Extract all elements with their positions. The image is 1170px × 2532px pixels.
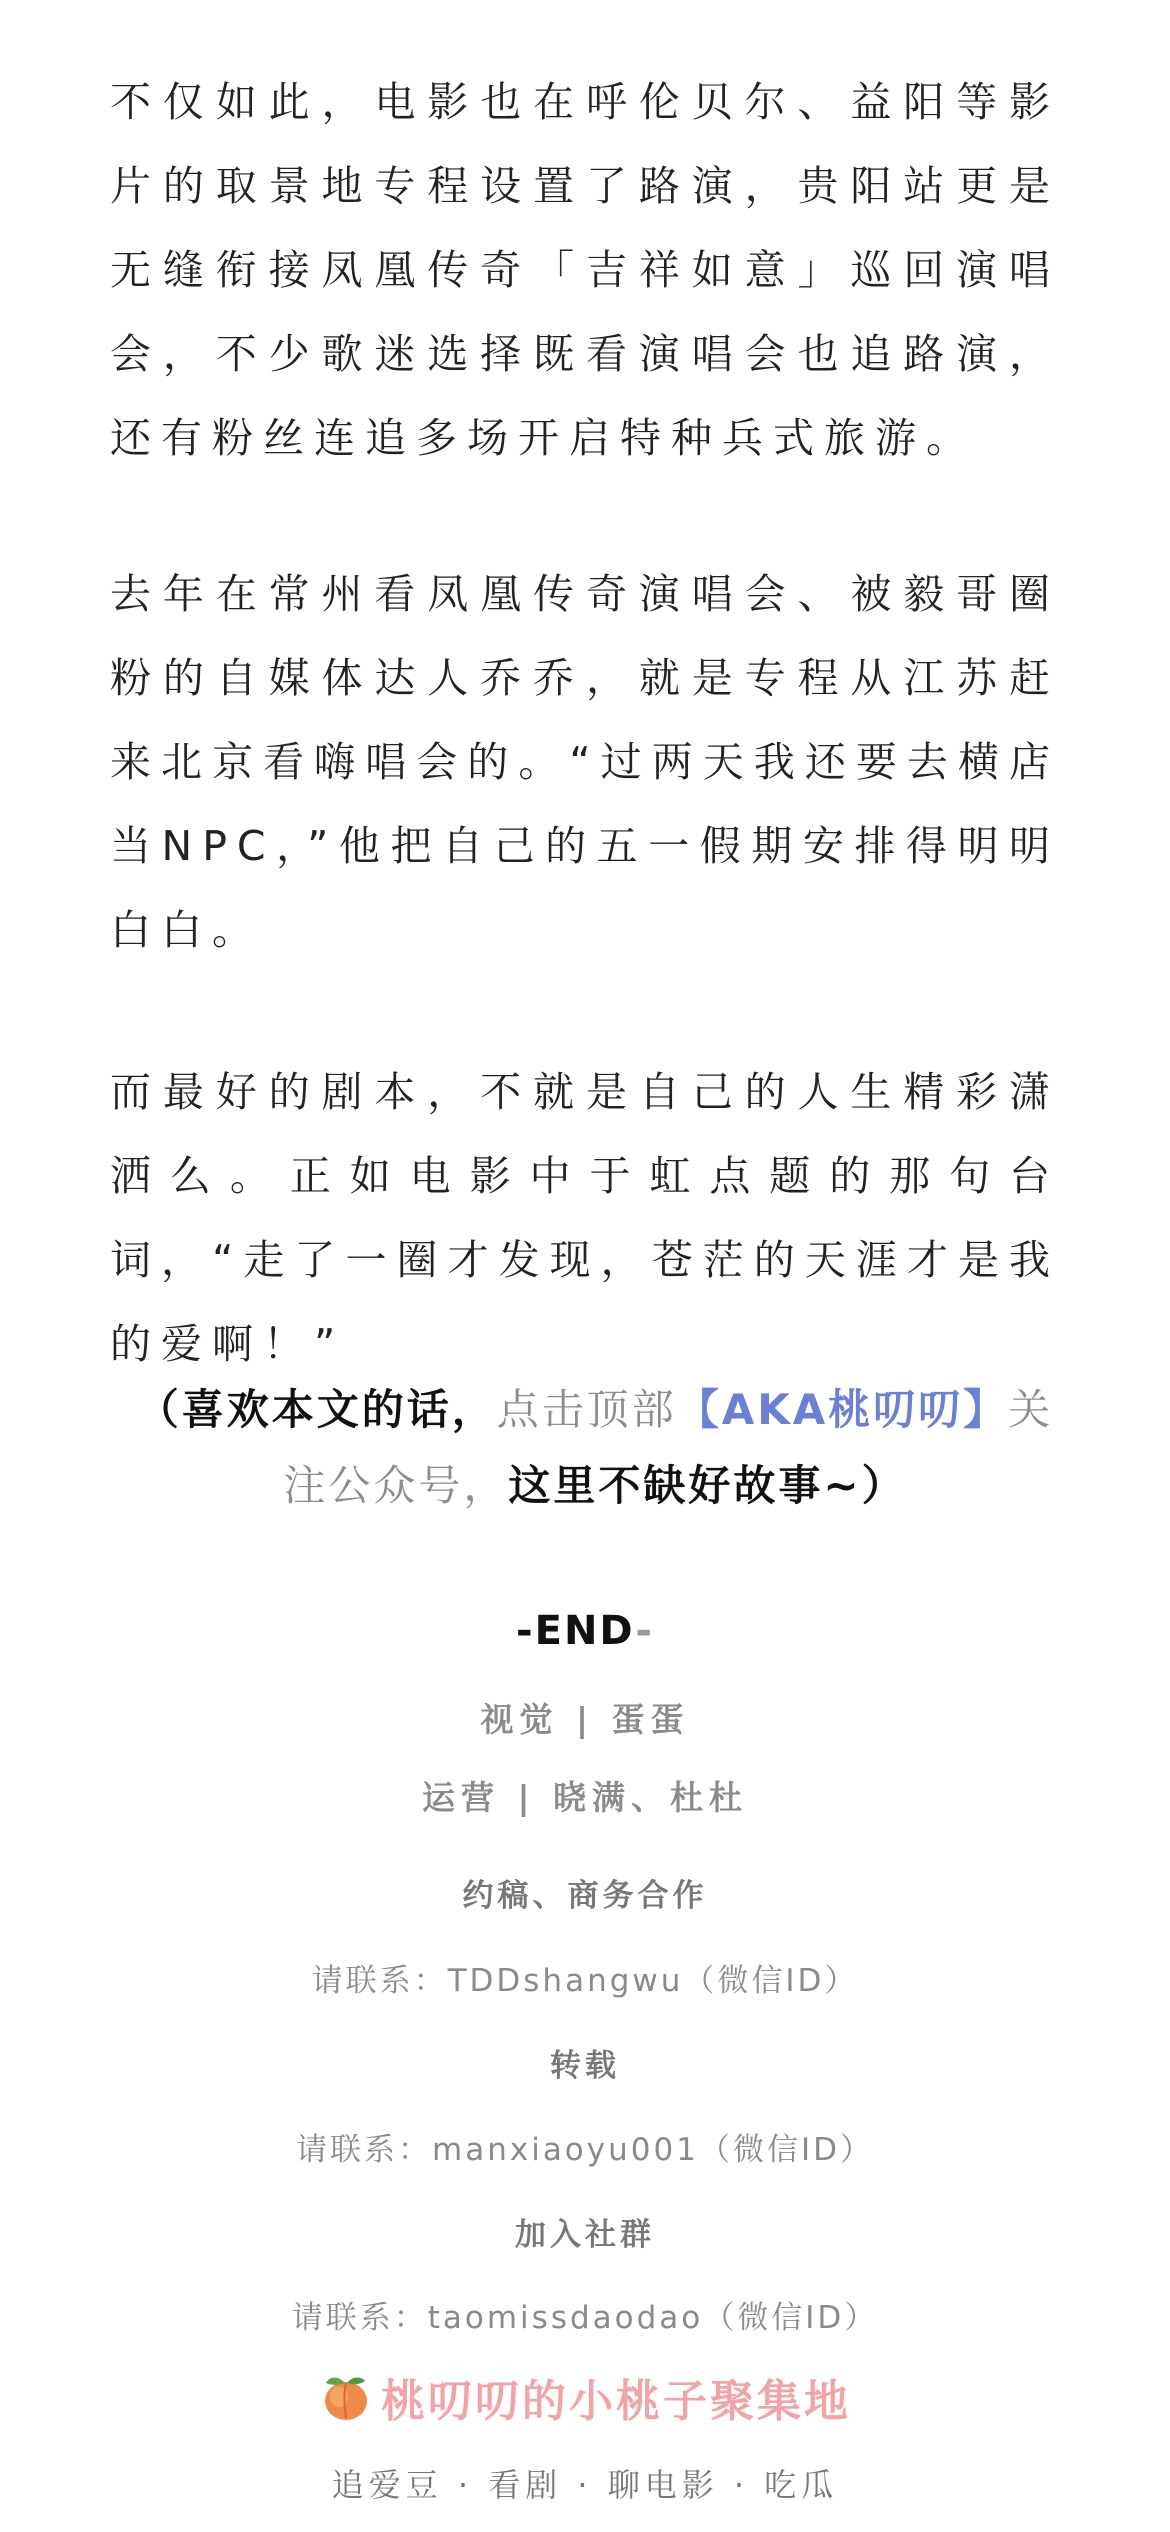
- promo-action-text: 点击顶部: [496, 1385, 677, 1434]
- end-dash-right: -: [635, 1608, 654, 1654]
- community-group-title-text: 桃叨叨的小桃子聚集地: [381, 2376, 851, 2427]
- contact-heading-repost: 转载: [550, 2048, 620, 2084]
- article-paragraph-2: 去年在常州看凤凰传奇演唱会、被毅哥圈粉的自媒体达人乔乔，就是专程从江苏赶来北京看嗨唱会的。“过两天我还要去横店当NPC，”他把自己的五一假期安排得明明白白。: [110, 570, 1060, 954]
- credit-visual: 视觉 | 蛋蛋: [480, 1700, 690, 1739]
- end-dash-left: -: [516, 1608, 535, 1654]
- end-mark: [0, 1608, 1170, 1654]
- topic-tags: 追爱豆 · 看剧 · 聊电影 · 吃瓜: [331, 2466, 839, 2504]
- contact-line-business: 请联系：TDDshangwu（微信ID）: [311, 1963, 859, 1999]
- promo-account-link[interactable]: 【AKA桃叨叨】: [676, 1385, 1009, 1434]
- community-group-title: [0, 2365, 1170, 2429]
- contact-heading-community: 加入社群: [515, 2217, 655, 2253]
- promo-close-text: 这里不缺好故事~）: [508, 1461, 907, 1510]
- promo-open-text: （喜欢本文的话，: [136, 1385, 497, 1434]
- credit-operations: 运营 | 晓满、杜杜: [421, 1778, 749, 1817]
- contact-heading-business: 约稿、商务合作: [462, 1878, 708, 1914]
- contact-line-community: 请联系：taomissdaodao（微信ID）: [291, 2300, 879, 2336]
- end-word: END: [534, 1608, 636, 1654]
- promo-follow-text: 关注公众号，: [283, 1385, 1054, 1510]
- article-paragraph-1: 不仅如此，电影也在呼伦贝尔、益阳等影片的取景地专程设置了路演，贵阳站更是无缝衔接凤凰传奇「吉祥如意」巡回演唱会，不少歌迷选择既看演唱会也追路演，还有粉丝连追多场开启特种兵式旅游。: [110, 78, 1060, 462]
- article-paragraph-3: 而最好的剧本，不就是自己的人生精彩潇洒么。正如电影中于虹点题的那句台词，“走了一圈才发现，苍茫的天涯才是我的爱啊！”: [110, 1068, 1060, 1368]
- follow-promo: [130, 1372, 1060, 1524]
- peach-icon: [319, 2370, 373, 2424]
- contact-line-repost: 请联系：manxiaoyu001（微信ID）: [296, 2132, 874, 2168]
